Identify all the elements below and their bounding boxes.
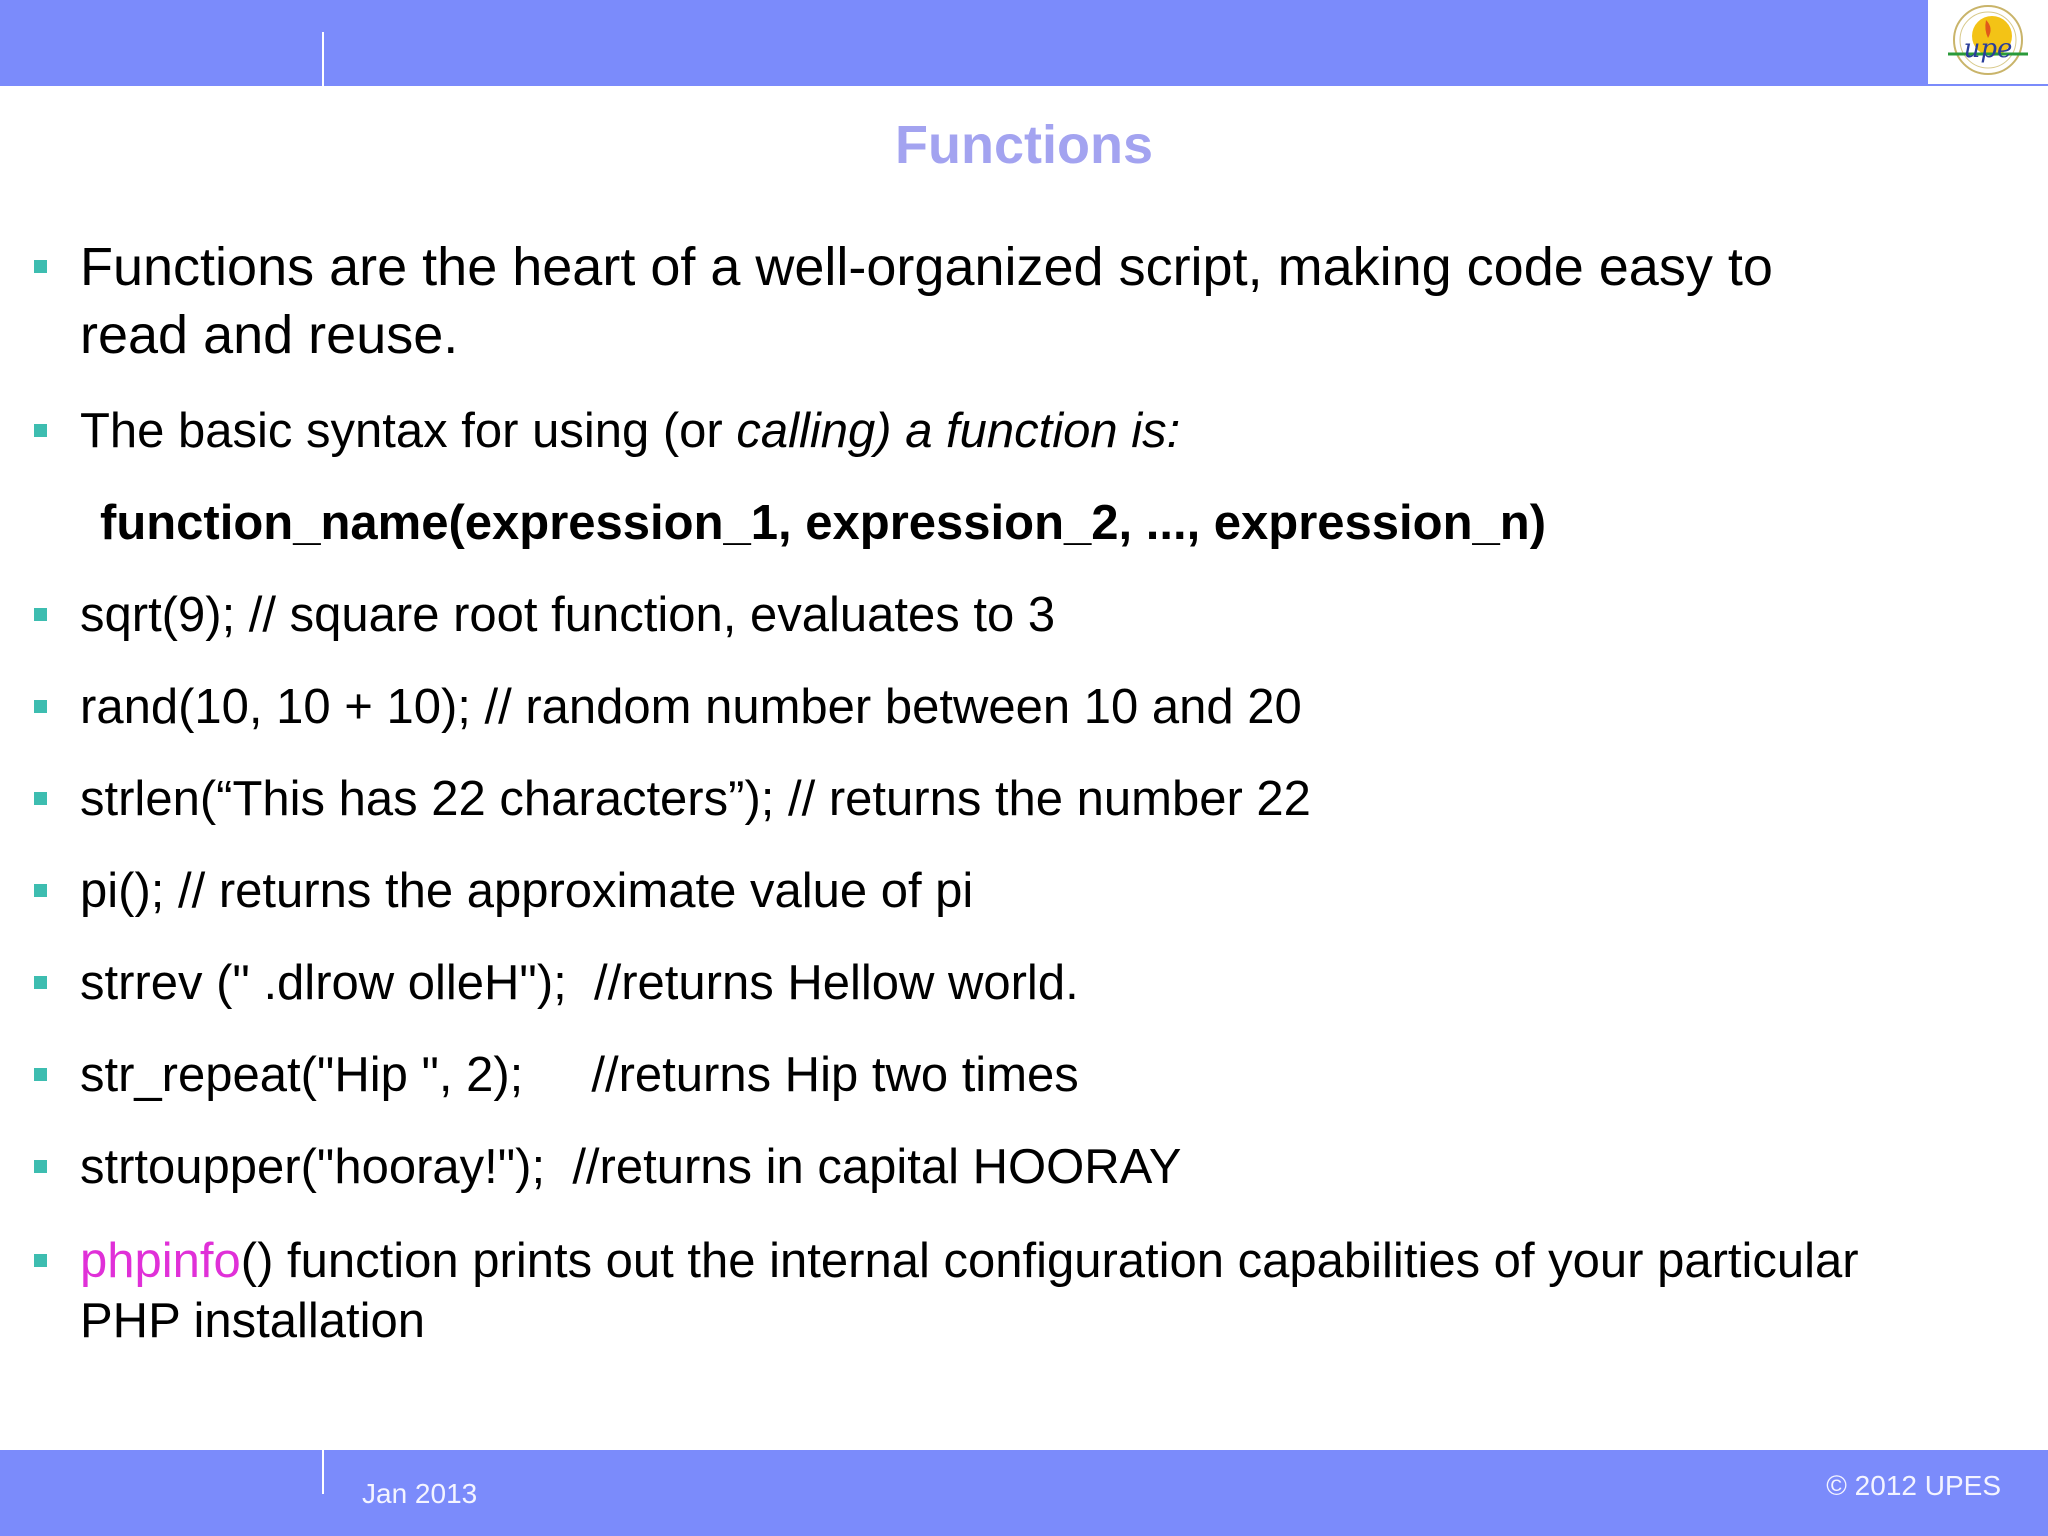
- logo-text: upe: [1963, 34, 2013, 64]
- bullet-strrev: strrev (" .dlrow olleH"); //returns Hellow world.: [80, 956, 1079, 1010]
- bullet-marker: [34, 608, 47, 621]
- bullet-marker: [34, 700, 47, 713]
- bullet-rand: rand(10, 10 + 10); // random number between 10 and 20: [80, 680, 1302, 734]
- footer-divider: [322, 1450, 324, 1494]
- bullet-marker: [34, 260, 47, 273]
- bullet-phpinfo-line-1: [80, 1234, 1859, 1288]
- upes-logo-icon: [1928, 0, 2048, 84]
- bullet-str-repeat: str_repeat("Hip ", 2); //returns Hip two times: [80, 1048, 1079, 1102]
- header-bar: [0, 0, 2048, 86]
- bullet-1-line-2: read and reuse.: [80, 305, 459, 365]
- bullet-marker: [34, 1068, 47, 1081]
- phpinfo-highlight: phpinfo: [80, 1234, 241, 1288]
- bullet-marker: [34, 424, 47, 437]
- header-divider: [322, 32, 324, 86]
- bullet-2-text: [80, 404, 1181, 458]
- footer-date: Jan 2013: [362, 1478, 478, 1509]
- logo: [1928, 0, 2048, 84]
- phpinfo-description: () function prints out the internal configuration capabilities of your particular: [240, 1234, 1859, 1288]
- bullet-marker: [34, 976, 47, 989]
- bullet-marker: [34, 1160, 47, 1173]
- footer-copyright: © 2012 UPES: [1826, 1470, 2001, 1501]
- footer-bar: [0, 1450, 2048, 1536]
- bullet-marker: [34, 1254, 47, 1267]
- slide-title: Functions: [895, 115, 1153, 175]
- bullet-sqrt: sqrt(9); // square root function, evaluates to 3: [80, 588, 1056, 642]
- bullet-strlen: strlen(“This has 22 characters”); // returns the number 22: [80, 772, 1311, 826]
- bullet-pi: pi(); // returns the approximate value of pi: [80, 864, 974, 918]
- function-syntax: function_name(expression_1, expression_2, ..., expression_n): [100, 496, 1547, 550]
- bullet-marker: [34, 884, 47, 897]
- syntax-intro-text: The basic syntax for using (or: [80, 404, 737, 458]
- bullet-marker: [34, 792, 47, 805]
- bullet-1-line-1: Functions are the heart of a well-organized script, making code easy to: [80, 237, 1773, 297]
- syntax-intro-italic: calling) a function is:: [736, 404, 1181, 458]
- bullet-strtoupper: strtoupper("hooray!"); //returns in capital HOORAY: [80, 1140, 1182, 1194]
- bullet-phpinfo-line-2: PHP installation: [80, 1294, 426, 1348]
